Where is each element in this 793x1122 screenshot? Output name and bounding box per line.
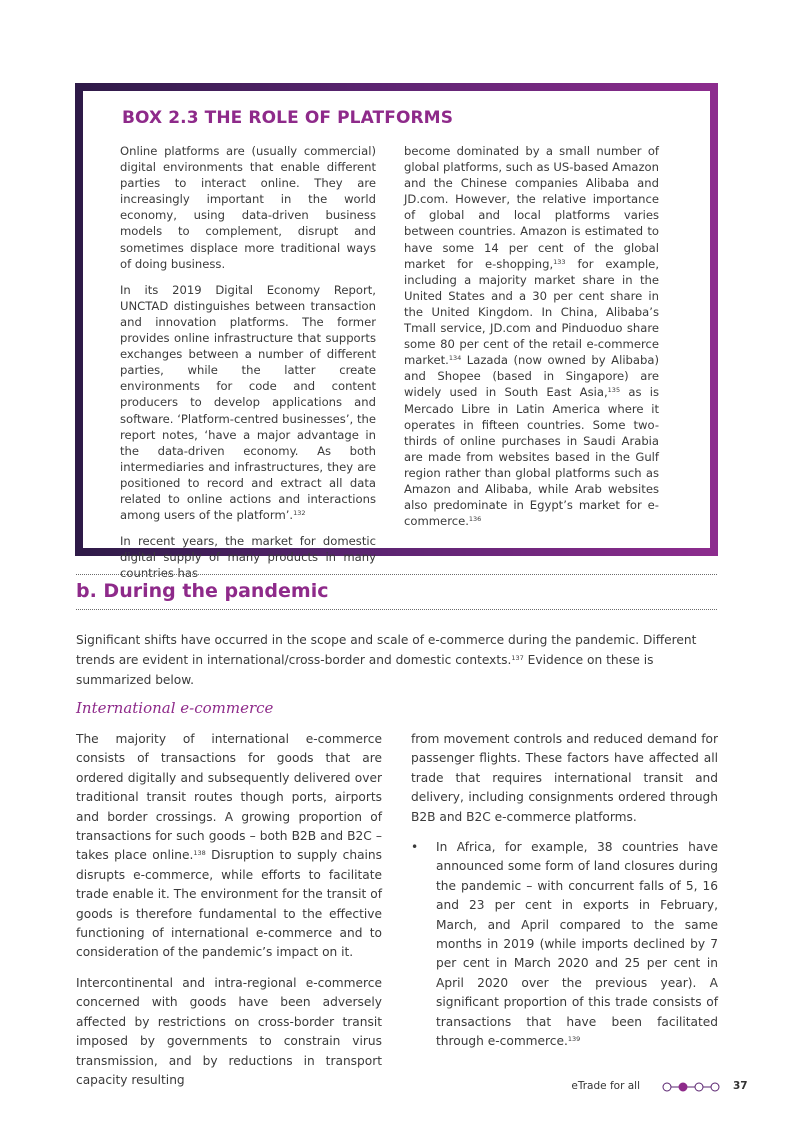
footnote-ref[interactable]: 137 — [511, 654, 524, 662]
body-paragraph: from movement controls and reduced demand for passenger flights. These factors have affected all trade that requires international transit and delivery, including consignments ordered through B2B and B2C e-commerce platforms. — [411, 732, 718, 824]
footnote-ref[interactable]: 134 — [448, 354, 462, 363]
progress-dot — [695, 1083, 703, 1091]
section-heading: b. During the pandemic — [76, 580, 329, 602]
progress-dots-icon — [662, 1080, 722, 1094]
body-paragraph: Intercontinental and intra-regional e-commerce concerned with goods have been adversely affected by restrictions on cross-border transit imposed by governments to constrain virus transmission, and by reductions in transport capacity resulting — [76, 975, 382, 1087]
box-title: BOX 2.3 THE ROLE OF PLATFORMS — [122, 108, 454, 128]
progress-dot — [711, 1083, 719, 1091]
body-left-column — [76, 730, 382, 1101]
footnote-ref[interactable]: 133 — [553, 257, 566, 266]
body-right-column — [411, 730, 718, 1052]
footnote-ref[interactable]: 132 — [293, 509, 306, 518]
body-paragraph-text: Disruption to supply chains disrupts e-commerce, while efforts to facilitate trade enable it. The environment for the transit of goods is therefore fundamental to the effective functioning of international e-commerce and to consideration of the pandemic’s impact on it. — [76, 848, 382, 960]
body-paragraph-text: The majority of international e-commerce consists of transactions for goods that are ordered digitally and subsequently delivered over traditional transit routes though ports, airports and border crossings. A growing proportion of transactions for such goods – both B2B and B2C – takes place online. — [76, 732, 382, 863]
list-item — [411, 838, 718, 1051]
intro-text: Significant shifts have occurred in the scope and scale of e-commerce during the pandemic. Different trends are evident in international/cross-border and domestic contexts. — [76, 633, 697, 667]
bullet-icon: • — [411, 840, 419, 855]
platforms-box — [75, 83, 718, 581]
box-paragraph-text: Lazada (now owned by Alibaba) and Shopee (based in Singapore) are widely used in South East Asia, — [404, 353, 659, 400]
section-divider-bottom — [76, 609, 717, 610]
box-paragraph-text: as is Mercado Libre in Latin America where it operates in fifteen countries. Some two-thirds of online purchases in Saudi Arabia are made from websites based in the Gulf region rather than global platforms such as Amazon and Alibaba, while Arab websites also predominate in Egypt’s market for e-commerce. — [404, 385, 659, 529]
box-paragraph-text: In its 2019 Digital Economy Report, UNCTAD distinguishes between transaction and innovation platforms. The former provides online infrastructure that supports exchanges between a number of different parties, while the latter create environments for code and content producers to develop applications and software. ‘Platform-centred businesses’, the report notes, ‘have a major advantage in the data-driven economy. As both intermediaries and infrastructures, they are positioned to record and extract all data related to online actions and interactions among users of the platform’. — [120, 282, 376, 523]
box-right-column — [404, 143, 659, 539]
box-paragraph: Online platforms are (usually commercial) digital environments that enable different parties to interact online. They are increasingly important in the world economy, using data-driven business models to complement, disrupt and sometimes displace more traditional ways of doing business. — [120, 144, 376, 271]
footnote-ref[interactable]: 139 — [567, 1035, 581, 1044]
box-paragraph-text: become dominated by a small number of global platforms, such as US-based Amazon and the Chinese companies Alibaba and JD.com. However, the relative importance of global and local platforms varies between countries. Amazon is estimated to have some 14 per cent of the global market for e-shopping, — [404, 144, 659, 271]
section-divider-top — [76, 574, 717, 575]
progress-dot — [679, 1083, 687, 1091]
footnote-ref[interactable]: 136 — [468, 515, 482, 524]
box-paragraph — [120, 282, 376, 523]
section-intro — [76, 630, 718, 690]
box-paragraph-text: for example, including a majority market share in the United States and a 30 per cent share in the United Kingdom. In China, Alibaba’s Tmall service, JD.com and Pinduoduo share some 80 per cent of the retail e-commerce market. — [404, 256, 660, 368]
bullet-list — [411, 838, 718, 1051]
box-paragraph — [404, 143, 659, 529]
footnote-ref[interactable]: 135 — [607, 386, 621, 395]
body-paragraph — [76, 730, 382, 963]
intro-text: Evidence on these is summarized below. — [76, 653, 654, 687]
footnote-ref[interactable]: 138 — [193, 849, 206, 858]
page-number: 37 — [733, 1080, 748, 1092]
platforms-box-content — [83, 91, 710, 581]
box-paragraph: In recent years, the market for domestic digital supply of many products in many countries has — [120, 534, 376, 581]
footer-label: eTrade for all — [571, 1080, 640, 1092]
progress-dot — [663, 1083, 671, 1091]
subsection-heading: International e-commerce — [76, 699, 274, 717]
list-item-text: In Africa, for example, 38 countries have announced some form of land closures during the pandemic – with concurrent falls of 5, 16 and 23 per cent in exports in February, March, and April compared to the same months in 2019 (while imports declined by 7 per cent in March 2020 and 25 per cent in April 2020 over the previous year). A significant proportion of this trade consists of transactions that have been facilitated through e-commerce. — [436, 840, 718, 1049]
page-footer — [0, 1078, 793, 1098]
box-left-column — [120, 143, 376, 591]
